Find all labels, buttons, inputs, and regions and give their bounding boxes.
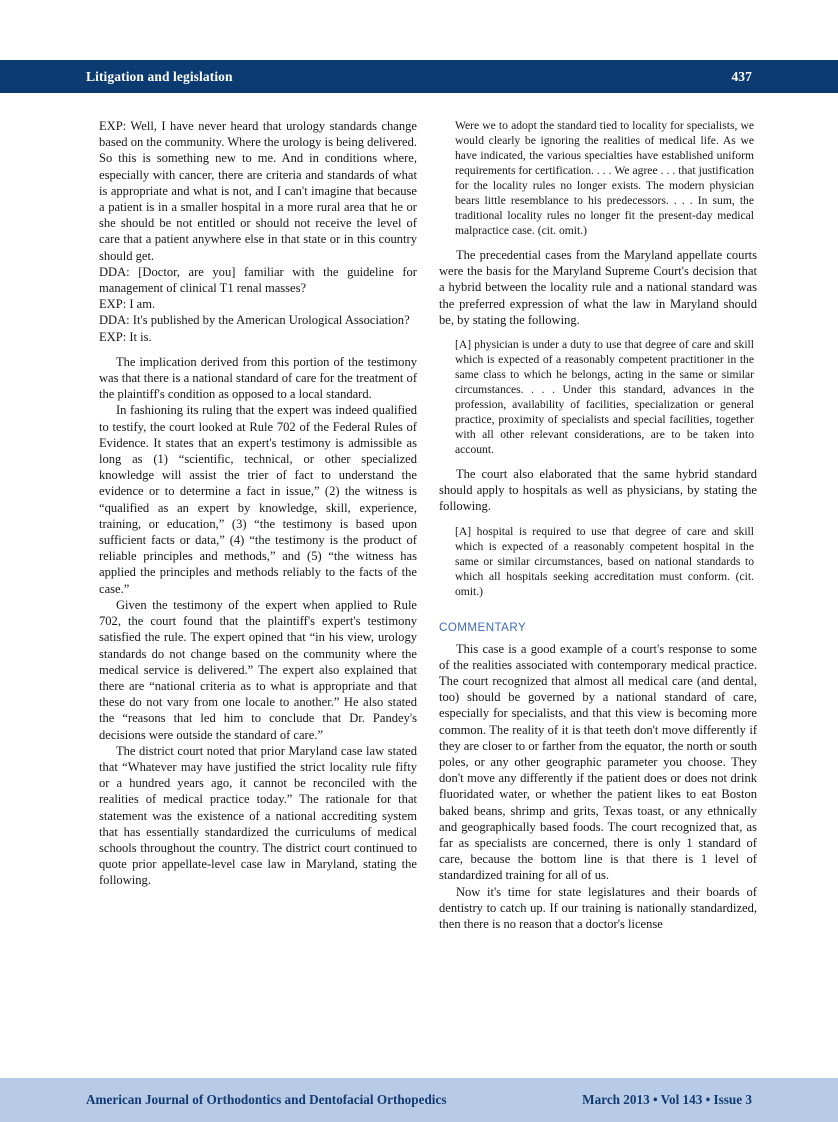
left-column xyxy=(99,118,417,889)
block-quote-extract: [A] hospital is required to use that degree of care and skill which is expected of a reasonably competent hospital in the same or similar circumstances, based on national standards to which all hospitals seeking accreditation must conform. (cit. omit.) xyxy=(455,524,754,598)
transcript-line: DDA: [Doctor, are you] familiar with the guideline for management of clinical T1 renal masses? xyxy=(99,264,417,296)
footer-journal-title: American Journal of Orthodontics and Dentofacial Orthopedics xyxy=(86,1092,447,1107)
body-paragraph: This case is a good example of a court's response to some of the realities associated with contemporary medical practice. The court recognized that almost all medical care (and dental, too) should be governed by a national standard of care, especially for specialists, and that this view is becoming more common. The reality of it is that teeth don't move differently if they are closer to or farther from the equator, the north or south poles, or any other geographic parameter you choose. They don't move any differently if the patient does or does not drink fluoridated water, or whether the patient likes to eat Boston baked beans, shrimp and grits, Texas toast, or any ethnically and geographically based foods. The court recognized that, as far as specialists are concerned, there is only 1 standard of care, because the bottom line is that there is 1 level of standardized training for all of us. xyxy=(439,641,757,883)
transcript-line: EXP: Well, I have never heard that urology standards change based on the community. Where the urology is being delivered. So this is something new to me. And in conditions where, especially with cancer, there are criteria and standards of what is appropriate and what is not, and I can't imagine that because a patient is in a smaller hospital in a more rural area that he or she should be not entitled or should not receive the level of care that a patient anywhere else in that state or in this country should get. xyxy=(99,119,417,263)
right-column xyxy=(439,118,757,932)
body-paragraph: Now it's time for state legislatures and their boards of dentistry to catch up. If our training is nationally standardized, then there is no reason that a doctor's license xyxy=(439,884,757,932)
transcript-line: EXP: It is. xyxy=(99,329,152,344)
body-paragraph: The district court noted that prior Maryland case law stated that “Whatever may have justified the strict locality rule fifty or a hundred years ago, it cannot be reconciled with the realities of medical practice today.” The rationale for that statement was the existence of a national accrediting system that has essentially standardized the curriculums of medical schools throughout the country. The district court continued to quote prior appellate-level case law in Maryland, stating the following. xyxy=(99,743,417,888)
page-footer-bar xyxy=(0,1078,838,1122)
article-body xyxy=(0,118,838,1048)
transcript-line: EXP: I am. xyxy=(99,297,156,312)
transcript-line: DDA: It's published by the American Urological Association? xyxy=(99,313,410,328)
block-quote-extract: [A] physician is under a duty to use that degree of care and skill which is expected of a reasonably competent practitioner in the same class to which he belongs, acting in the same or similar circumstances. . . . Under this standard, advances in the profession, availability of facilities, specialization or general practice, proximity of specialists and special facilities, together with all other relevant considerations, are to be taken into account. xyxy=(455,338,754,457)
body-paragraph: The precedential cases from the Maryland appellate courts were the basis for the Maryland Supreme Court's decision that a hybrid between the locality rule and a national standard was the preferred expression of what the law in Maryland should be, by stating the following. xyxy=(439,248,757,327)
section-heading-commentary: COMMENTARY xyxy=(439,620,527,634)
body-paragraph: The court also elaborated that the same hybrid standard should apply to hospitals as well as physicians, by stating the following. xyxy=(439,467,757,514)
body-paragraph: The implication derived from this portion of the testimony was that there is a national standard of care for the treatment of the plaintiff's condition as opposed to a local standard. xyxy=(99,354,417,402)
body-paragraph: In fashioning its ruling that the expert was indeed qualified to testify, the court looked at Rule 702 of the Federal Rules of Evidence. It states that an expert's testimony is admissible as long as (1) “scientific, technical, or other specialized knowledge will assist the trier of fact to understand the evidence or to determine a fact in issue,” (2) the witness is “qualified as an expert by knowledge, skill, experience, training, or education,” (3) “the testimony is based upon sufficient facts or data,” (4) “the testimony is the product of reliable principles and methods,” and (5) “the witness has applied the principles and methods reliably to the facts of the case.” xyxy=(99,403,417,596)
footer-issue-info: March 2013 • Vol 143 • Issue 3 xyxy=(582,1092,752,1107)
body-paragraph: Given the testimony of the expert when applied to Rule 702, the court found that the plaintiff's expert's testimony satisfied the rule. The expert opined that “in his view, urology standards do not change based on the community where the medical service is delivered.” The expert also explained that there are “national criteria as to what is appropriate and that these do not vary from one locale to another.” He also stated the “reasons that led him to conclude that Dr. Pandey's decisions were outside the standard of care.” xyxy=(99,597,417,742)
block-quote-extract: Were we to adopt the standard tied to locality for specialists, we would clearly be ignoring the realities of medical life. As we have indicated, the various specialties have established uniform requirements for certification. . . . We agree . . . that justification for the locality rules no longer exists. The modern physician bears little resemblance to his predecessors. . . . In sum, the traditional locality rules no longer fit the present-day medical malpractice case. (cit. omit.) xyxy=(455,119,754,237)
running-head-title: Litigation and legislation xyxy=(86,68,233,84)
running-head-bar xyxy=(0,60,838,93)
page-number: 437 xyxy=(731,68,752,84)
paragraph-spacer xyxy=(99,345,417,354)
